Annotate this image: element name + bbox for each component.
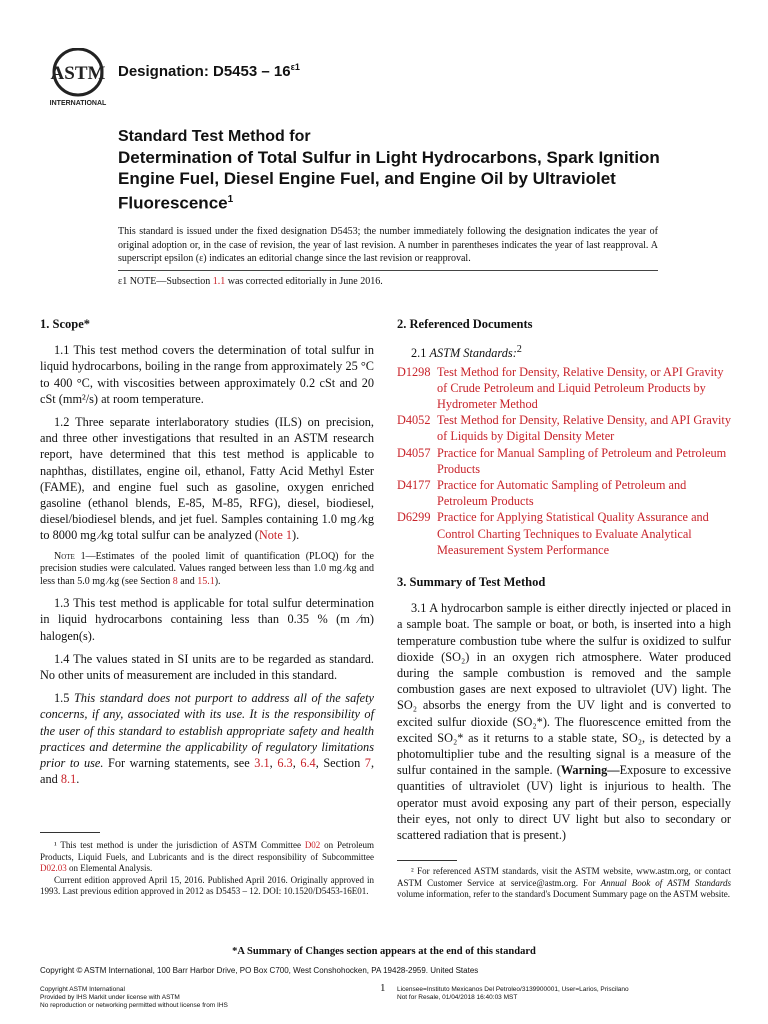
footer-right: Licensee=Instituto Mexicanos Del Petroleo/3139900001, User=Larios, Priscilano Not for Resale, 01/04/2018 16:40:03 MST — [397, 986, 629, 1001]
link-6-4[interactable]: 6.4 — [300, 755, 316, 770]
svg-text:INTERNATIONAL: INTERNATIONAL — [49, 100, 107, 107]
footnote-1: ¹ This test method is under the jurisdiction of ASTM Committee D02 on Petroleum Products, Liquid Fuels, and Lubricants and is the direct responsibility of Subcommittee D02.03 on Elemental Analysis. Current edition approved April 15, 2016. Published April 2016. Originally approved in 1993. Last previous edition approved in 2012 as D5453 – 12. DOI: 10.1520/D5453-16E01. — [40, 840, 374, 896]
ref-item[interactable]: D6299 Practice for Applying Statistical Quality Assurance and Control Charting Techniques to Evaluate Analytical Measurement System Performance — [397, 510, 709, 557]
ref-code[interactable]: D6299 — [397, 510, 431, 525]
ref-item[interactable]: D4177 Practice for Automatic Sampling of Petroleum and Petroleum Products — [397, 477, 687, 509]
para-1-2: 1.2 Three separate interlaboratory studies (ILS) on precision, and three other investigations that resulted in an ASTM research report, have determined that this test method is applicable to naphthas, distillates, engine oil, ethanol, Fatty Acid Methyl Ester (FAME), and engine fuel such as gasoline, oxygen enriched gasoline (ethanol blends, E-85, M-85, RFG), diesel, biodiesel, diesel/biodiesel blends, and jet fuel. Samples containing 1.0 mg ⁄kg to 8000 mg ⁄kg total sulfur can be analyzed (Note 1). — [40, 415, 374, 543]
page-number: 1 — [380, 982, 386, 994]
link-1-1[interactable]: 1.1 — [212, 276, 226, 287]
editorial-note: ε1 NOTE—Subsection 1.1 was corrected editorially in June 2016. — [118, 270, 658, 287]
ref-item[interactable]: D1298 Test Method for Density, Relative Density, or API Gravity of Crude Petroleum and Liquid Petroleum Products by Hydrometer Method — [397, 364, 724, 411]
para-3-1: 3.1 A hydrocarbon sample is either directly injected or placed in a sample boat. The sample or boat, or both, is inserted into a high temperature combustion tube where the sulfur is oxidized to sulfur dioxide (SO₂) in an oxygen rich atmosphere. Water produced during the sample combustion is removed and the sample combustion gases are next exposed to ultraviolet (UV) light. The SO₂ absorbs the energy from the UV light and is converted to excited sulfur dioxide (SO₂*). The fluorescence emitted from the excited SO₂* as it returns to a stable state, SO₂, is detected by a photomultiplier tube and the resulting signal is a measure of the sulfur contained in the sample. (Warning—Exposure to excessive quantities of ultraviolet (UV) light is injurious to health. The operator must avoid exposing any part of their person, especially their eyes, not only to direct UV light but also to secondary or scattered radiation that is present.) — [397, 601, 731, 842]
title-block — [118, 128, 678, 214]
designation: Designation: $D5453 - 16^{\varepsilon 1}$ — [118, 62, 300, 80]
ref-item[interactable]: D4057 Practice for Manual Sampling of Petroleum and Petroleum Products — [397, 445, 727, 476]
svg-text:ASTM: ASTM — [50, 63, 106, 84]
link-d02[interactable]: D02 — [304, 840, 321, 850]
link-6-3[interactable]: 6.3 — [277, 755, 293, 770]
astm-logo — [44, 48, 112, 108]
para-1-1: 1.1 This test method covers the determination of total sulfur in liquid hydrocarbons, boiling in the range from approximately 25 °C to 400 °C, with viscosities between approximately 0.2 cSt and 20 cSt (mm²/s) at room temperature. — [40, 343, 374, 406]
ref-item[interactable]: D4052 Test Method for Density, Relative Density, and API Gravity of Liquids by Digital Density Meter — [397, 413, 731, 444]
ref-code[interactable]: D4177 — [397, 477, 431, 492]
intro-paragraph: This standard is issued under the fixed designation D5453; the number immediately following the designation indicates the year of original adoption or, in the case of revision, the year of last revision. A number in parentheses indicates the year of last reapproval. A superscript epsilon (ε) indicates an editorial change since the last revision or reapproval. — [118, 226, 658, 264]
link-note-1[interactable]: Note 1 — [258, 528, 293, 543]
para-1-3: 1.3 This test method is applicable for total sulfur determination in liquid hydrocarbons containing less than 0.35 % (m ⁄m) halogen(s). — [40, 596, 374, 643]
ref-code[interactable]: D4057 — [397, 445, 431, 460]
summary-heading: 3. Summary of Test Method — [397, 574, 546, 589]
note-1: Note 1—Estimates of the pooled limit of quantification (PLOQ) for the precision studies were calculated. Values ranged between less than 1.0 mg ⁄kg and less than 5.0 mg ⁄kg (see Section 8 and 15.1). — [40, 550, 374, 587]
footnote-rule — [397, 860, 457, 861]
footnote-rule — [40, 832, 100, 833]
left-column — [40, 316, 374, 794]
link-section-8[interactable]: 8 — [172, 575, 178, 587]
para-1-4: 1.4 The values stated in SI units are to be regarded as standard. No other units of measurement are included in this standard. — [40, 651, 374, 682]
referenced-heading: 2. Referenced Documents — [397, 317, 533, 331]
ref-code[interactable]: D1298 — [397, 364, 431, 379]
astm-standards-label: 2.1 ASTM Standards:$^2$ — [411, 344, 522, 361]
summary-of-changes: *A Summary of Changes section appears at the end of this standard — [232, 946, 536, 957]
ref-code[interactable]: D4052 — [397, 413, 431, 428]
link-3-1[interactable]: 3.1 — [254, 755, 270, 770]
right-column — [397, 316, 731, 850]
link-8-1[interactable]: 8.1 — [60, 772, 77, 787]
page-title: Determination of Total Sulfur in Light Hydrocarbons, Spark Ignition Engine Fuel, Diesel Engine Fuel, and Engine Oil by Ultraviolet Fluorescence$^1$ — [118, 148, 660, 213]
footnote-2: ² For referenced ASTM standards, visit the ASTM website, www.astm.org, or contact ASTM Customer Service at service@astm.org. For Annual Book of ASTM Standards volume information, refer to the standard's Document Summary page on the ASTM website. — [397, 866, 732, 899]
link-15-1[interactable]: 15.1 — [197, 575, 215, 587]
para-1-5: 1.5 This standard does not purport to address all of the safety concerns, if any, associated with its use. It is the responsibility of the user of this standard to establish appropriate safety and health practices and determine the applicability of regulatory limitations prior to use. For warning statements, see 3.1, 6.3, 6.4, Section 7, and 8.1. — [40, 691, 375, 787]
link-section-7[interactable]: 7 — [364, 755, 371, 770]
link-d02-03[interactable]: D02.03 — [40, 863, 67, 873]
title-prefix: Standard Test Method for — [118, 128, 311, 145]
scope-heading: 1. Scope* — [40, 317, 90, 331]
footer-left: Copyright ASTM International Provided by IHS Markit under license with ASTM No reproduction or networking permitted without license from IHS — [40, 986, 228, 1009]
copyright: Copyright © ASTM International, 100 Barr Harbor Drive, PO Box C700, West Conshohocken, PA 19428-2959. United States — [40, 966, 479, 975]
